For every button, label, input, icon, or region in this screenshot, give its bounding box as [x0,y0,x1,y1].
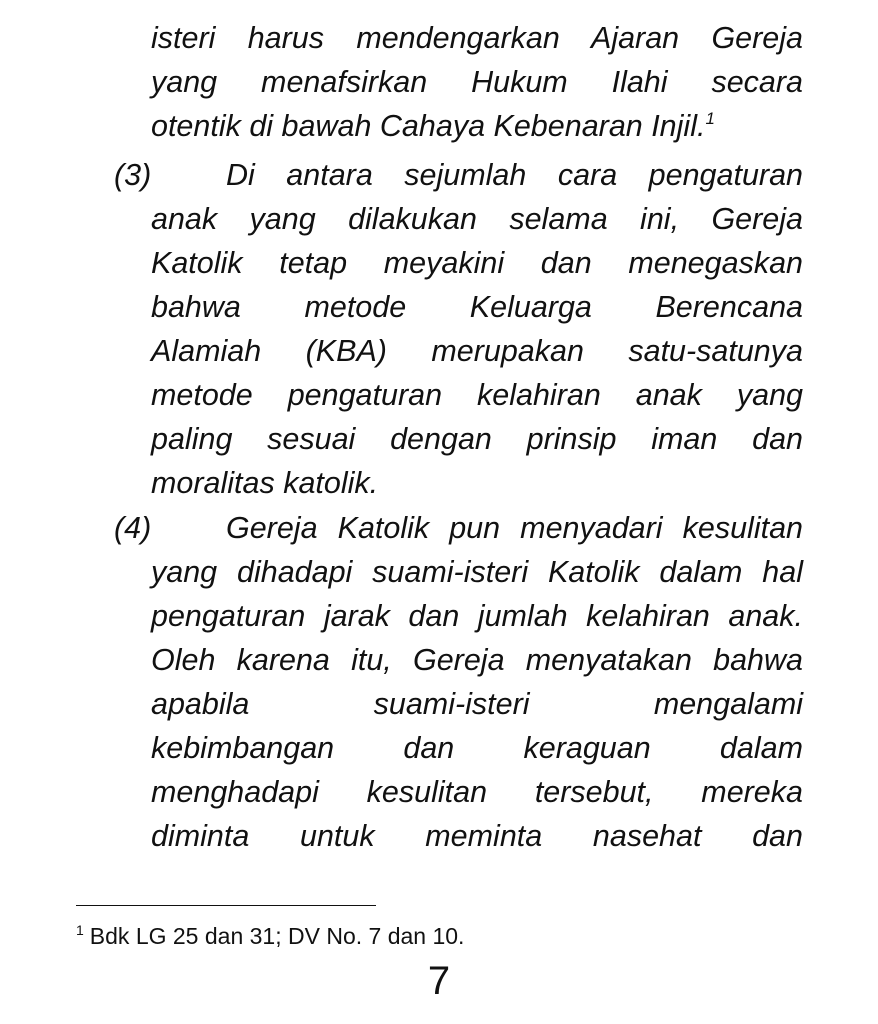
page-number: 7 [427,959,451,1003]
body-line: kebimbangan dan keraguan dalam [151,731,803,765]
footnote-mark: 1 [76,922,84,938]
body-line: yang menafsirkan Hukum Ilahi secara [151,65,803,99]
body-line: bahwa metode Keluarga Berencana [151,290,803,324]
footnote [76,920,464,952]
body-line: moralitas katolik. [151,466,379,500]
body-line: Oleh karena itu, Gereja menyatakan bahwa [151,643,803,677]
paragraph-number: (4) [114,511,152,545]
body-line: anak yang dilakukan selama ini, Gereja [151,202,803,236]
body-line: menghadapi kesulitan tersebut, mereka [151,775,803,809]
body-line: yang dihadapi suami-isteri Katolik dalam hal [151,555,803,589]
footnote-separator [76,905,376,906]
body-line: metode pengaturan kelahiran anak yang [151,378,803,412]
body-line: pengaturan jarak dan jumlah kelahiran anak. [151,599,803,633]
footnote-text: Bdk LG 25 dan 31; DV No. 7 dan 10. [89,923,465,949]
body-line: Di antara sejumlah cara pengaturan [226,158,803,192]
body-line: paling sesuai dengan prinsip iman dan [151,422,803,456]
body-line: Katolik tetap meyakini dan menegaskan [151,246,803,280]
body-line: diminta untuk meminta nasehat dan [151,819,803,853]
body-line: apabila suami-isteri mengalami [151,687,803,721]
footnote-reference[interactable]: 1 [705,109,715,128]
body-line: Gereja Katolik pun menyadari kesulitan [226,511,803,545]
body-line [151,104,803,148]
paragraph-number: (3) [114,158,152,192]
body-line: Alamiah (KBA) merupakan satu-satunya [151,334,803,368]
body-line: isteri harus mendengarkan Ajaran Gereja [151,21,803,55]
body-line-text: otentik di bawah Cahaya Kebenaran Injil. [151,109,706,143]
